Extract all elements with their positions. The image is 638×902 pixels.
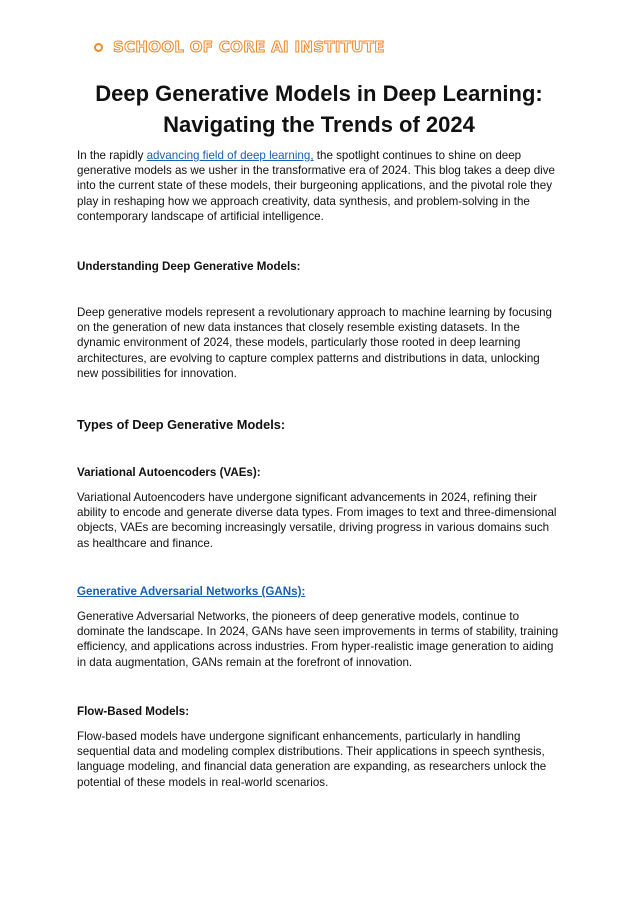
gan-paragraph: Generative Adversarial Networks, the pioneers of deep generative models, continue to dominate the landscape. In 2024, GANs have seen improvements in terms of stability, training efficiency, and applications across industries. From hyper-realistic image generation to aiding in data augmentation, GANs remain at the forefront of innovation.: [77, 610, 559, 669]
gan-heading-link[interactable]: [77, 585, 563, 598]
intro-text-rest: the spotlight continues to shine on deep generative models as we usher in the transformative era of 2024. This blog takes a deep dive into the current state of these models, their burgeoning applications, and the pivotal role they play in reshaping how we approach creativity, data synthesis, and problem-solving in the contemporary landscape of artificial intelligence.: [77, 149, 555, 223]
bullet-icon: [94, 43, 103, 52]
vae-paragraph: Variational Autoencoders have undergone significant advancements in 2024, refining their ability to encode and generate diverse data types. From images to text and three-dimensional objects, VAEs are becoming increasingly versatile, driving progress in various domains such as healthcare and finance.: [77, 491, 557, 550]
flow-heading: Flow-Based Models:: [77, 705, 190, 718]
intro-paragraph: [77, 148, 563, 224]
title-line-1: Deep Generative Models in Deep Learning:: [95, 81, 543, 106]
understanding-paragraph: Deep generative models represent a revolutionary approach to machine learning by focusing on the generation of new data instances that closely resemble existing datasets. In the dynamic environment of 2024, these models, particularly those rooted in deep learning architectures, are evolving to capture complex patterns and distributions in data, unlocking new possibilities for innovation.: [77, 306, 552, 380]
flow-paragraph: Flow-based models have undergone significant enhancements, particularly in handling sequential data and modeling complex distributions. Their applications in speech synthesis, language modeling, and financial data generation are expanding, as researchers unlock the potential of these models in real-world scenarios.: [77, 730, 547, 789]
types-heading: Types of Deep Generative Models:: [77, 417, 286, 432]
document-title: [40, 78, 598, 140]
understanding-heading: Understanding Deep Generative Models:: [77, 260, 301, 273]
vae-heading: Variational Autoencoders (VAEs):: [77, 466, 261, 479]
brand-header: [94, 38, 385, 56]
deep-learning-link[interactable]: advancing field of deep learning,: [146, 149, 314, 162]
title-line-2: Navigating the Trends of 2024: [163, 112, 475, 137]
gan-heading[interactable]: Generative Adversarial Networks (GANs):: [77, 585, 306, 598]
intro-text-start: In the rapidly: [77, 149, 147, 162]
brand-name: SCHOOL OF CORE AI INSTITUTE: [113, 38, 385, 56]
